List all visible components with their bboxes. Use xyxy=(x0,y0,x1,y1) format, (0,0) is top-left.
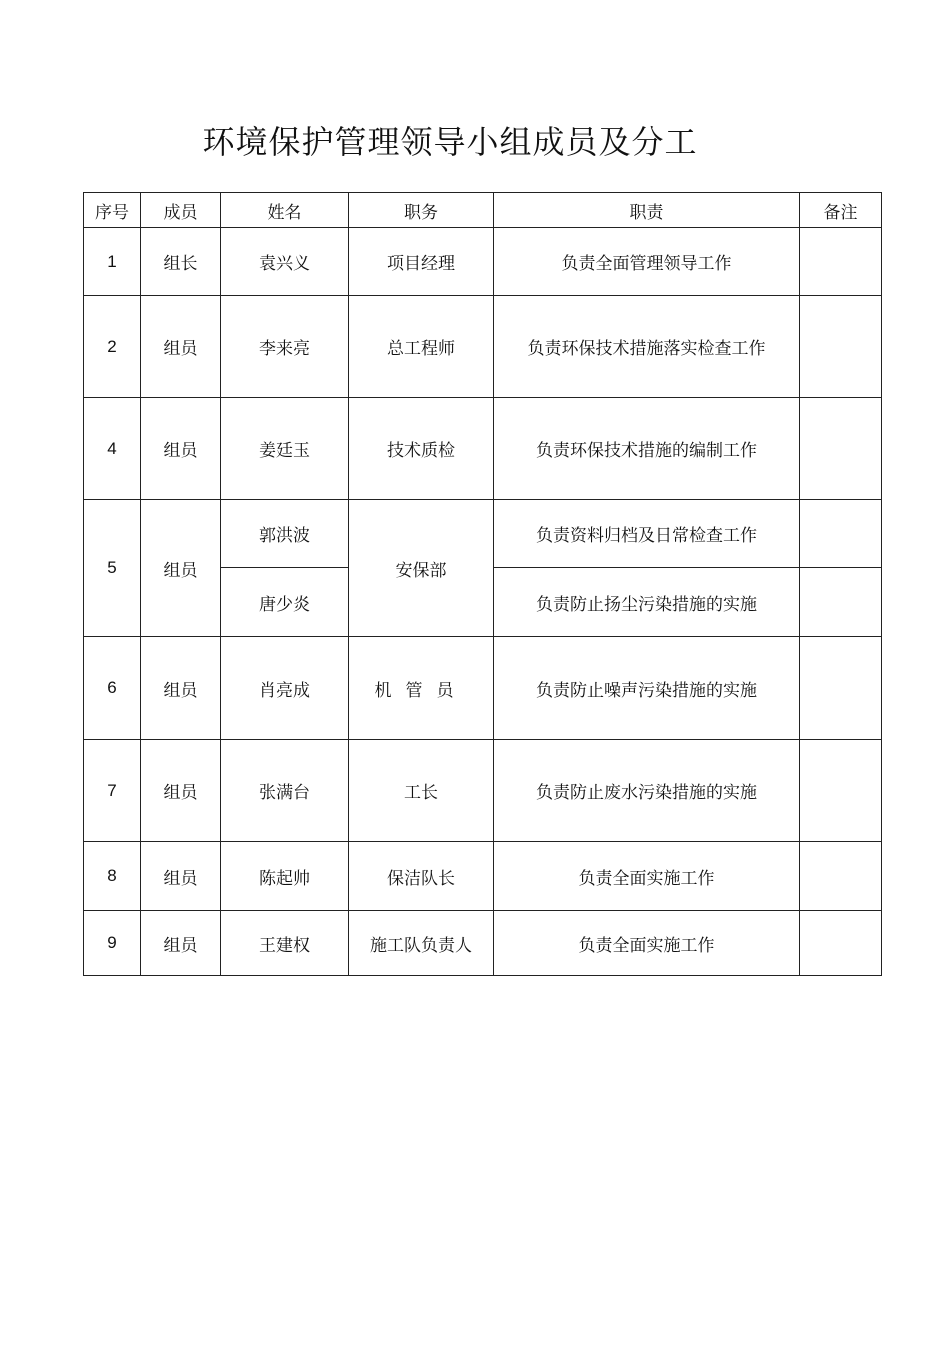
table-row xyxy=(84,637,882,740)
document-title: 环境保护管理领导小组成员及分工 xyxy=(202,123,698,161)
cell-member: 组员 xyxy=(141,911,221,976)
cell-member: 组员 xyxy=(141,637,221,740)
cell-no: 6 xyxy=(84,637,141,740)
cell-no: 1 xyxy=(84,228,141,296)
cell-name: 唐少炎 xyxy=(221,568,349,637)
cell-position: 保洁队长 xyxy=(349,842,494,911)
column-header-no: 序号 xyxy=(84,193,141,228)
cell-position: 总工程师 xyxy=(349,296,494,398)
column-header-member: 成员 xyxy=(141,193,221,228)
cell-member: 组长 xyxy=(141,228,221,296)
cell-name: 王建权 xyxy=(221,911,349,976)
cell-duty: 负责环保技术措施的编制工作 xyxy=(494,398,800,500)
cell-no: 7 xyxy=(84,740,141,842)
table-row xyxy=(84,740,882,842)
cell-position: 项目经理 xyxy=(349,228,494,296)
table-row xyxy=(84,398,882,500)
cell-name: 袁兴义 xyxy=(221,228,349,296)
cell-no: 9 xyxy=(84,911,141,976)
staff-table xyxy=(83,192,882,976)
cell-duty: 负责环保技术措施落实检查工作 xyxy=(494,296,800,398)
cell-member: 组员 xyxy=(141,842,221,911)
table-header-row xyxy=(84,193,882,228)
cell-remark xyxy=(800,911,882,976)
cell-no: 5 xyxy=(84,500,141,637)
cell-duty: 负责全面管理领导工作 xyxy=(494,228,800,296)
column-header-duty: 职责 xyxy=(494,193,800,228)
cell-remark xyxy=(800,296,882,398)
table-row xyxy=(84,296,882,398)
cell-position: 安保部 xyxy=(349,500,494,637)
cell-name: 张满台 xyxy=(221,740,349,842)
cell-no: 8 xyxy=(84,842,141,911)
cell-remark xyxy=(800,842,882,911)
cell-name: 姜廷玉 xyxy=(221,398,349,500)
table-row xyxy=(84,842,882,911)
cell-duty: 负责防止噪声污染措施的实施 xyxy=(494,637,800,740)
cell-member: 组员 xyxy=(141,398,221,500)
cell-remark xyxy=(800,568,882,637)
cell-duty: 负责全面实施工作 xyxy=(494,911,800,976)
cell-duty: 负责防止废水污染措施的实施 xyxy=(494,740,800,842)
cell-member: 组员 xyxy=(141,740,221,842)
cell-name: 肖亮成 xyxy=(221,637,349,740)
cell-position: 技术质检 xyxy=(349,398,494,500)
cell-member: 组员 xyxy=(141,500,221,637)
cell-duty: 负责防止扬尘污染措施的实施 xyxy=(494,568,800,637)
table-row xyxy=(84,228,882,296)
cell-position: 工长 xyxy=(349,740,494,842)
column-header-position: 职务 xyxy=(349,193,494,228)
cell-name: 李来亮 xyxy=(221,296,349,398)
table-row xyxy=(84,500,882,568)
cell-remark xyxy=(800,500,882,568)
cell-name: 郭洪波 xyxy=(221,500,349,568)
cell-duty: 负责资料归档及日常检查工作 xyxy=(494,500,800,568)
cell-position: 施工队负责人 xyxy=(349,911,494,976)
cell-member: 组员 xyxy=(141,296,221,398)
cell-remark xyxy=(800,228,882,296)
cell-duty: 负责全面实施工作 xyxy=(494,842,800,911)
table-row xyxy=(84,911,882,976)
cell-no: 2 xyxy=(84,296,141,398)
cell-position: 机管员 xyxy=(349,637,494,740)
column-header-remark: 备注 xyxy=(800,193,882,228)
cell-remark xyxy=(800,637,882,740)
cell-remark xyxy=(800,398,882,500)
cell-name: 陈起帅 xyxy=(221,842,349,911)
column-header-name: 姓名 xyxy=(221,193,349,228)
cell-no: 4 xyxy=(84,398,141,500)
cell-remark xyxy=(800,740,882,842)
